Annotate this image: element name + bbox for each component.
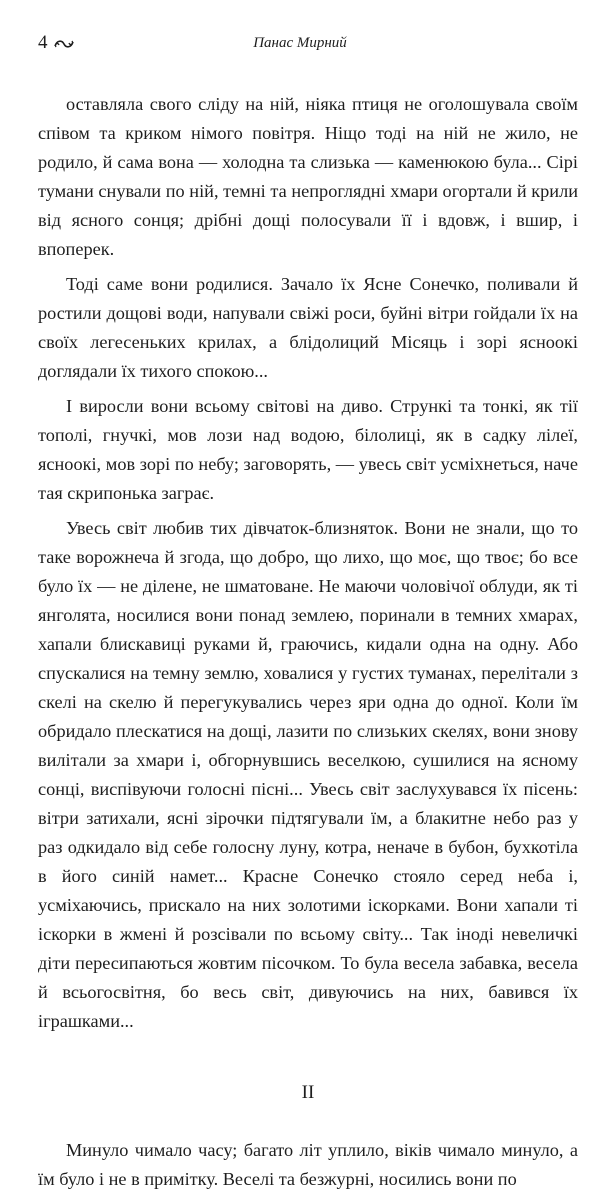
running-head bbox=[38, 30, 562, 56]
chapter-heading: II bbox=[301, 1082, 315, 1103]
closing-paragraph: Минуло чимало часу; багато літ уплило, віків чимало минуло, а їм було і не в примітку. Веселі та безжурні, носились вони по bbox=[38, 1140, 578, 1189]
running-title-author: Панас Мирний bbox=[253, 35, 347, 51]
text-block bbox=[38, 90, 578, 1194]
paragraph: оставляла свого сліду на ній, ніяка птиця не оголошувала своїм співом та криком німого повітря. Ніщо тоді на ній не жило, не родило, й сама вона — холодна та слизька — каменюкою була... Сірі тумани снували по ній, темні та непроглядні хмари огортали й крили від ясного сонця; дрібні дощі полосували її і вдовж, і вшир, і впоперек. bbox=[38, 94, 578, 259]
paragraph: І виросли вони всьому світові на диво. Стрункі та тонкі, як тії тополі, гнучкі, мов лози над водою, білолиці, як в садку лілеї, ясноокі, мов зорі по небу; заговорять, — увесь світ усміхнеться, наче тая скрипонька заграє. bbox=[38, 396, 578, 503]
paragraph: Увесь світ любив тих дівчаток-близняток. Вони не знали, що то таке ворожнеча й згода, що добро, що лихо, що моє, що твоє; бо все було їх — не ділене, не шматоване. Не маючи чоловічої облуди, як ті янголята, носилися вони понад землею, поринали в темних хмарах, хапали блискавиці руками й, граючись, кидали одна на одну. Або спускалися на темну землю, ховалися у густих туманах, перелітали з скелі на скелю й перегукувались через яри одна до одної. Коли їм обридало плескатися на дощі, лазити по слизьких скелях, вони знову вилітали за хмари і, обгорнувшись веселкою, сушилися на ясному сонці, виспівуючи голосні пісні... Увесь світ заслухувався їх пісень: вітри затихали, ясні зірочки підтягували їм, а блакитне небо раз у раз одкидало від себе голосну луну, котра, неначе в бубон, бухкотіла в його синій намет... Красне Сонечко стояло серед неба і, усміхаючись, прискало на них золотими іскорками. Вони хапали ті іскорки в жмені й розсівали по всьому світу... Так іноді невеличкі діти пересипаються жовтим пісочком. То була весела забавка, весела й всьогосвітня, бо весь світ, дивуючись на них, бавився їх іграшками... bbox=[38, 518, 578, 1031]
paragraph: Тоді саме вони родилися. Зачало їх Ясне Сонечко, поливали й ростили дощові води, напували свіжі роси, буйні вітри гойдали їх на своїх легесеньких крилах, а блідолиций Місяць і зорі ясноокі доглядали їх тихого спокою... bbox=[38, 274, 578, 381]
page-number: 4 bbox=[38, 32, 48, 53]
